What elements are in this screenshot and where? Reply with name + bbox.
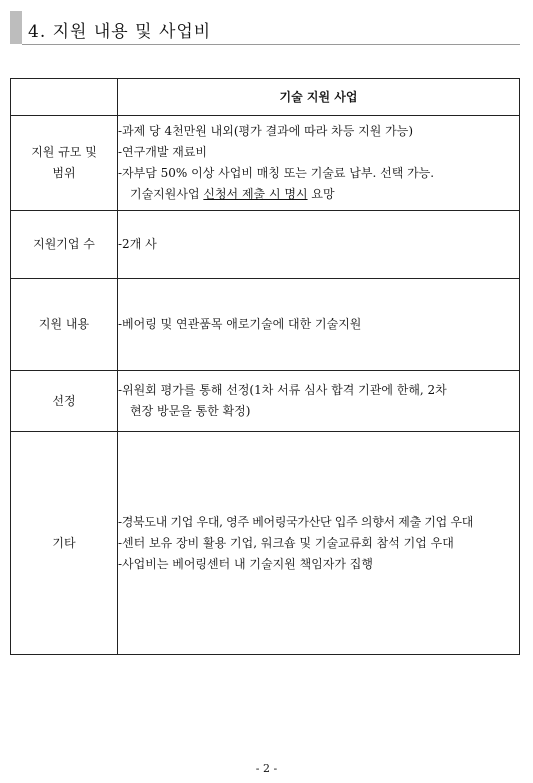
support-table bbox=[10, 78, 520, 655]
content-line: -센터 보유 장비 활용 기업, 워크숍 및 기술교류회 참석 기업 우대 bbox=[118, 535, 454, 550]
row-content-scale bbox=[118, 116, 520, 211]
table-row-support-content bbox=[11, 279, 520, 371]
row-label-line: 지원기업 수 bbox=[33, 237, 95, 251]
row-label-line: 범위 bbox=[52, 166, 76, 180]
section-title: 4. 지원 내용 및 사업비 bbox=[28, 22, 212, 42]
row-content-etc bbox=[118, 432, 520, 655]
row-label-scale bbox=[11, 116, 118, 211]
content-line: -연구개발 재료비 bbox=[118, 145, 208, 159]
row-label-support-content bbox=[11, 279, 118, 371]
content-line: -자부담 50% 이상 사업비 매칭 또는 기술료 납부. 선택 가능. bbox=[118, 166, 435, 180]
row-label-line: 지원 내용 bbox=[38, 317, 90, 331]
text-fragment: 기술지원사업 bbox=[130, 187, 204, 201]
header-empty-cell bbox=[11, 79, 118, 116]
content-line: -경북도내 기업 우대, 영주 베어링국가산단 입주 의향서 제출 기업 우대 bbox=[118, 514, 474, 529]
content-line: -과제 당 4천만원 내외(평가 결과에 따라 차등 지원 가능) bbox=[118, 124, 414, 138]
content-line: -위원회 평가를 통해 선정(1차 서류 심사 합격 기관에 한해, 2차 bbox=[118, 383, 447, 397]
row-label-line: 기타 bbox=[52, 535, 76, 550]
content-line: -2개 사 bbox=[118, 237, 157, 251]
section-marker-bar bbox=[10, 11, 22, 44]
row-content-selection bbox=[118, 371, 520, 432]
table-row-scale bbox=[11, 116, 520, 211]
content-line: 현장 방문을 통한 확정) bbox=[130, 404, 251, 418]
row-label-etc bbox=[11, 432, 118, 655]
row-label-line: 선정 bbox=[52, 393, 76, 408]
table-header-row bbox=[11, 79, 520, 116]
underlined-text: 신청서 제출 시 명시 bbox=[203, 187, 308, 201]
text-fragment: 요망 bbox=[307, 187, 335, 201]
table-row-company-count bbox=[11, 211, 520, 279]
row-content-support-content bbox=[118, 279, 520, 371]
content-line: -사업비는 베어링센터 내 기술지원 책임자가 집행 bbox=[118, 556, 373, 571]
content-line bbox=[118, 184, 519, 205]
table-row-etc bbox=[11, 432, 520, 655]
section-header bbox=[10, 11, 520, 45]
section-divider bbox=[22, 44, 520, 45]
row-label-selection bbox=[11, 371, 118, 432]
table-row-selection bbox=[11, 371, 520, 432]
row-label-company-count bbox=[11, 211, 118, 279]
table-header: 기술 지원 사업 bbox=[118, 79, 520, 116]
row-content-company-count bbox=[118, 211, 520, 279]
page-number: - 2 - bbox=[255, 762, 278, 775]
content-line: -베어링 및 연관품목 애로기술에 대한 기술지원 bbox=[118, 317, 362, 331]
row-label-line: 지원 규모 및 bbox=[31, 145, 97, 159]
